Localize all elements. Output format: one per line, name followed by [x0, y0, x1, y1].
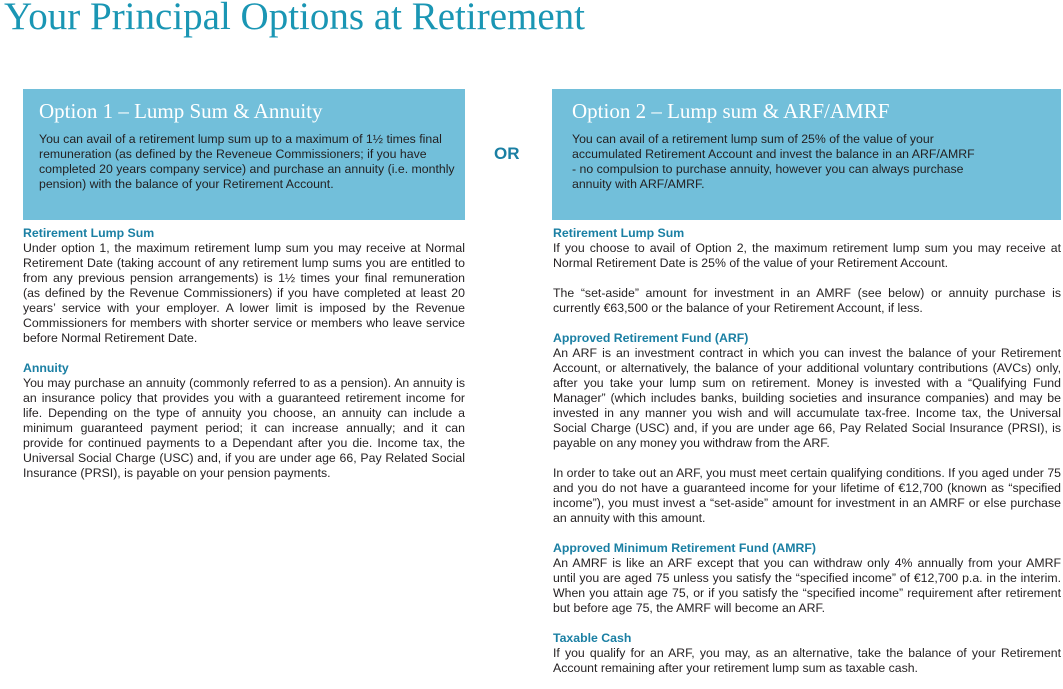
section-paragraph: If you qualify for an ARF, you may, as an alternative, take the balance of your Retirement Account remaining after your retirement lump sum as taxable cash.: [553, 646, 1061, 675]
section-heading-annuity: Annuity: [23, 361, 69, 375]
section-paragraph: Under option 1, the maximum retirement lump sum you may receive at Normal Retirement Date (taking account of any retirement lump sums you are entitled to from any previous pension arrangements) is 1½ times your final remuneration (as defined by the Revenue Commissioners) if you have completed at least 20 years’ service with your employer. A lower limit is imposed by the Revenue Commissioners for members with shorter service or members who leave service before Normal Retirement Date.: [23, 241, 465, 345]
option-1-description: You can avail of a retirement lump sum up to a maximum of 1½ times final remuneration (as defined by the Reveneue Commissioners; if you have completed 20 years company service) and purchase an annuity (i.e. monthly pension) with the balance of your Retirement Account.: [39, 132, 455, 191]
option-1-details: [23, 226, 465, 481]
option-2-box: [552, 89, 1061, 220]
section-paragraph: If you choose to avail of Option 2, the maximum retirement lump sum you may receive at Normal Retirement Date is 25% of the value of your Retirement Account.: [553, 241, 1061, 270]
section-paragraph: The “set-aside” amount for investment in an AMRF (see below) or annuity purchase is currently €63,500 or the balance of your Retirement Account, if less.: [553, 286, 1061, 315]
option-1-box: [23, 89, 465, 220]
section-heading-retirement-lump-sum: Retirement Lump Sum: [553, 226, 685, 240]
section-paragraph: An AMRF is like an ARF except that you can withdraw only 4% annually from your AMRF until you are aged 75 unless you satisfy the “specified income” of €12,700 p.a. in the interim. When you attain age 75, or if you satisfy the “specified income” requirement after retirement but before age 75, the AMRF will become an ARF.: [553, 556, 1061, 615]
or-label: OR: [494, 144, 520, 163]
option-2-description: You can avail of a retirement lump sum of 25% of the value of your accumulated Retirement Account and invest the balance in an ARF/AMRF - no compulsion to purchase annuity, however you can always purchase annuity with ARF/AMRF.: [572, 132, 975, 191]
option-1-title: Option 1 – Lump Sum & Annuity: [39, 99, 323, 123]
section-paragraph: An ARF is an investment contract in which you can invest the balance of your Retirement Account, or alternatively, the balance of your additional voluntary contributions (AVCs) only, after you take your lump sum on retirement. Money is invested with a “Qualifying Fund Manager” (which includes banks, building societies and insurance companies) and may be invested in any manner you wish and will accumulate tax-free. Income tax, the Universal Social Charge (USC) and, if you are under age 66, Pay Related Social Insurance (PRSI), is payable on any money you withdraw from the ARF.: [553, 346, 1061, 450]
section-heading-amrf: Approved Minimum Retirement Fund (AMRF): [553, 541, 817, 555]
section-paragraph: You may purchase an annuity (commonly referred to as a pension). An annuity is an insurance policy that provides you with a guaranteed retirement income for life. Depending on the type of annuity you choose, an annuity can include a minimum guaranteed payment period; it can increase annually; and it can provide for continued payments to a Dependant after you die. Income tax, the Universal Social Charge (USC) and, if you are under age 66, Pay Related Social Insurance (PRSI), is payable on your pension payments.: [23, 376, 465, 480]
option-2-title: Option 2 – Lump sum & ARF/AMRF: [572, 99, 890, 123]
section-heading-retirement-lump-sum: Retirement Lump Sum: [23, 226, 155, 240]
option-2-details: [553, 226, 1061, 676]
page-title: Your Principal Options at Retirement: [4, 0, 585, 38]
section-heading-arf: Approved Retirement Fund (ARF): [553, 331, 749, 345]
section-paragraph: In order to take out an ARF, you must meet certain qualifying conditions. If you aged under 75 and you do not have a guaranteed income for your lifetime of €12,700 (known as “specified income”), you must invest a “set-aside” amount for investment in an AMRF or else purchase an annuity with this amount.: [553, 466, 1061, 525]
section-heading-taxable-cash: Taxable Cash: [553, 631, 632, 645]
